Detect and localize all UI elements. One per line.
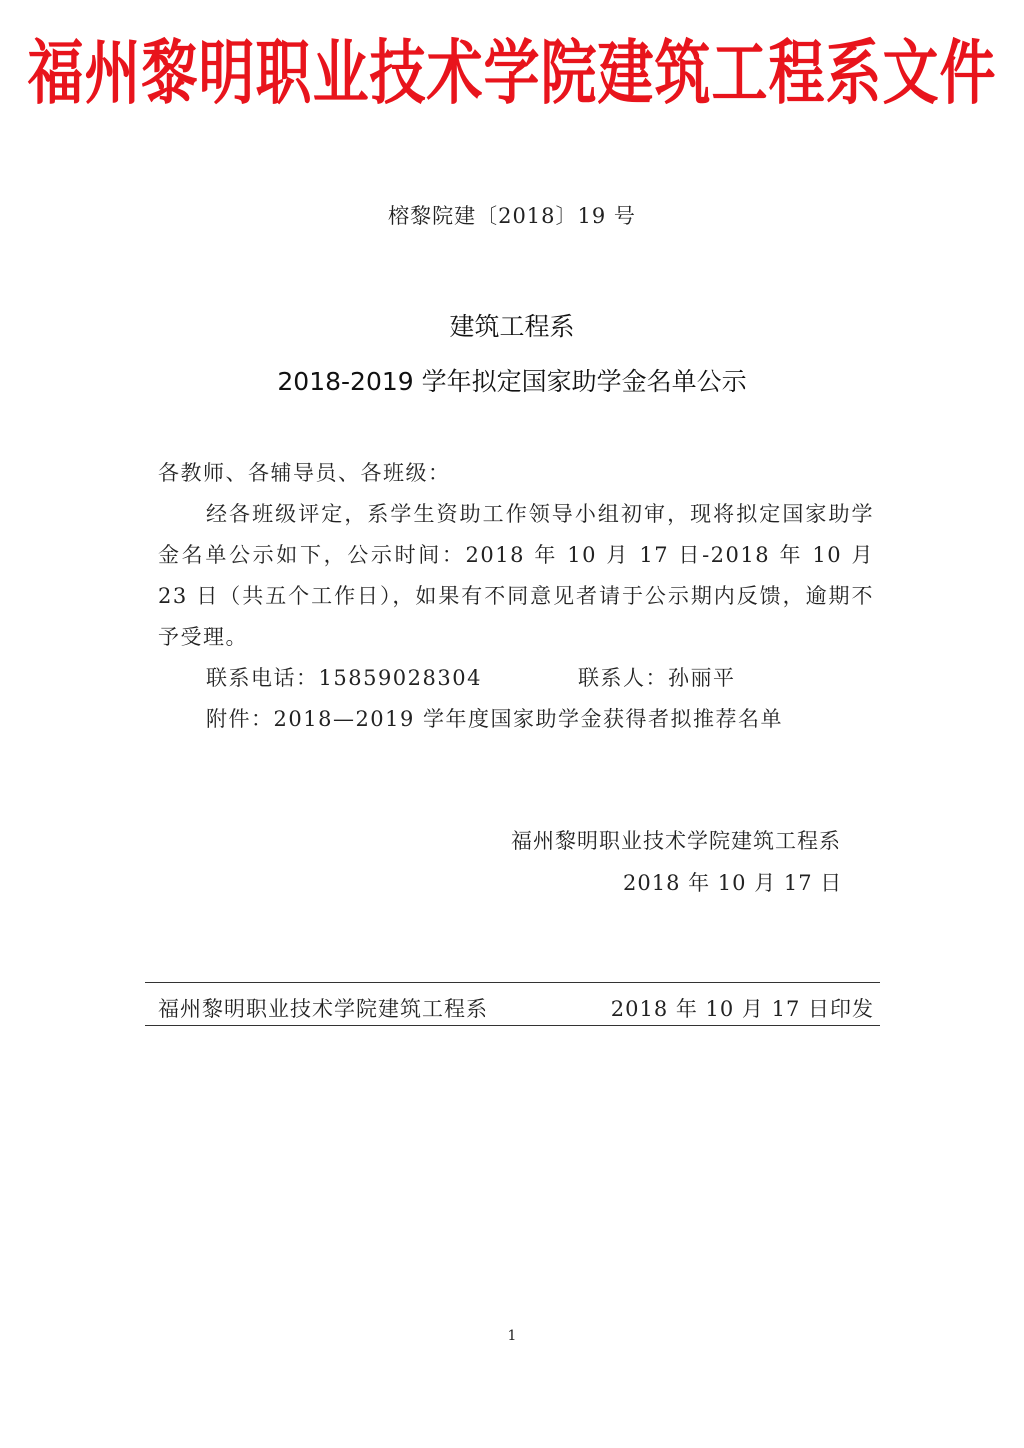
footer-bottom-rule: [145, 1025, 880, 1026]
footer-top-rule: [145, 982, 880, 983]
contact-person: 联系人：孙丽平: [577, 666, 736, 690]
document-number: 榕黎院建〔2018〕19 号: [388, 204, 636, 228]
footer-issue-date: 2018 年 10 月 17 日印发: [610, 997, 874, 1021]
signature-date: 2018 年 10 月 17 日: [623, 871, 843, 895]
page-number: 1: [507, 1328, 517, 1344]
notice-paragraph: 经各班级评定，系学生资助工作领导小组初审，现将拟定国家助学金名单公示如下，公示时间：2018 年 10 月 17 日-2018 年 10 月 23 日（共五个工作日），如果有不同意见者请于公示期内反馈，逾期不予受理。: [158, 502, 874, 649]
salutation: 各教师、各辅导员、各班级：: [158, 461, 451, 485]
footer-organization: 福州黎明职业技术学院建筑工程系: [158, 997, 488, 1021]
document-masthead: 福州黎明职业技术学院建筑工程系文件: [27, 31, 997, 115]
attachment-line: 附件：2018—2019 学年度国家助学金获得者拟推荐名单: [206, 707, 784, 731]
contact-line: [158, 658, 874, 699]
signature-organization: 福州黎明职业技术学院建筑工程系: [511, 829, 841, 853]
notice-body: [158, 453, 874, 740]
title-notice: 2018-2019 学年拟定国家助学金名单公示: [277, 367, 747, 396]
contact-phone: 联系电话：15859028304: [206, 666, 482, 690]
title-department: 建筑工程系: [449, 312, 575, 341]
